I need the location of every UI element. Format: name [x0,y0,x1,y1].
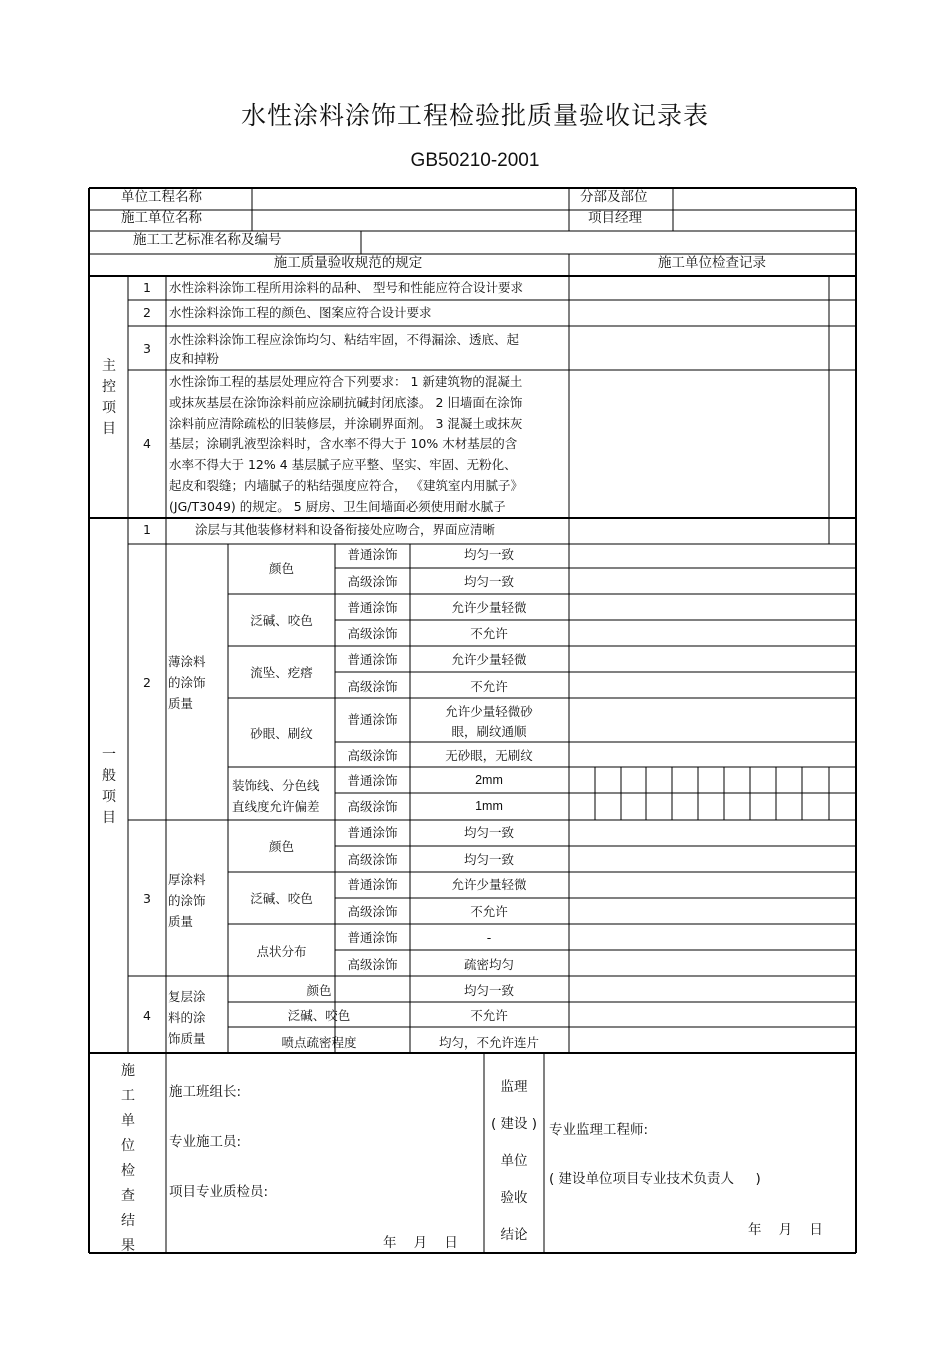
owner-label: ( 建设单位项目专业技术负责人 ) [549,1171,761,1187]
thick-advanced-label-2: 高级涂饰 [347,904,398,919]
label-division: 分部及部位 [580,189,648,205]
thin-sag-advanced: 不允许 [470,679,508,694]
thick-normal-label-3: 普通涂饰 [347,930,398,945]
general-label: 一 般 项 目 [102,747,116,826]
general-item-1-no: 1 [143,522,151,537]
main-control-label: 主 控 项 目 [102,358,116,437]
thick-no: 3 [143,891,151,906]
multi-spray: 喷点疏密程度 [281,1035,357,1050]
thin-alkali-normal: 允许少量轻微 [451,600,527,615]
thin-label: 薄涂料 的涂饰 质量 [168,654,206,711]
thin-line-normal: 2mm [475,773,503,787]
thin-normal-label-2: 普通涂饰 [347,600,398,615]
main-item-3-text: 水性涂料涂饰工程应涂饰均匀、粘结牢固，不得漏涂、透底、起 皮和掉粉 [169,332,520,366]
thin-no: 2 [143,675,151,690]
multi-alkali-value: 不允许 [470,1008,508,1023]
general-item-1-text: 涂层与其他装修材料和设备衔接处应吻合，界面应清晰 [195,522,496,537]
label-record: 施工单位检查记录 [658,255,766,271]
thin-sag-normal: 允许少量轻微 [451,652,527,667]
thin-advanced-label-3: 高级涂饰 [347,679,398,694]
thin-alkali: 泛碱、咬色 [250,613,313,628]
thick-alkali-advanced: 不允许 [470,904,508,919]
standard-code: GB50210-2001 [410,150,540,171]
main-item-4-text: 水性涂饰工程的基层处理应符合下列要求： 1 新建筑物的混凝土 或抹灰基层在涂饰涂料前应涂刷抗碱封闭底漆。 2 旧墙面在涂饰 涂料前应清除疏松的旧装修层，并涂刷界面剂。 3 混凝土或抹灰 基层；涂刷乳液型涂料时，含水率不得大于 10% 木材基层的含 水率不得大于 12% 4 基层腻子应平整、坚实、牢固、无粉化、 起皮和裂缝；内墙腻子的粘结强度应符合， 《建筑室内用腻子》 (JG/T3049) 的规定。 5 厨房、卫生间墙面必须使用耐水腻子 [169,374,523,514]
multi-label: 复层涂 料的涂 饰质量 [168,989,206,1046]
thick-label: 厚涂料 的涂饰 质量 [168,872,206,929]
thick-color: 颜色 [268,839,294,854]
thin-pinhole-advanced: 无砂眼，无刷纹 [445,748,533,763]
worker-label: 专业施工员: [169,1134,242,1150]
thin-alkali-advanced: 不允许 [470,626,508,641]
main-item-1-text: 水性涂料涂饰工程所用涂料的品种、 型号和性能应符合设计要求 [169,280,523,295]
main-item-2-text: 水性涂料涂饰工程的颜色、图案应符合设计要求 [169,305,432,320]
multi-no: 4 [143,1008,151,1023]
thick-dot: 点状分布 [256,944,307,959]
thin-normal-label-1: 普通涂饰 [347,547,398,562]
label-contractor: 施工单位名称 [121,210,202,226]
thin-normal-label-3: 普通涂饰 [347,652,398,667]
multi-spray-value: 均匀，不允许连片 [438,1035,539,1050]
thick-advanced-label-1: 高级涂饰 [347,852,398,867]
main-item-3-no: 3 [143,341,151,356]
thin-sag: 流坠、疙瘩 [250,665,313,680]
thick-normal-label-1: 普通涂饰 [347,825,398,840]
thin-line-deviation: 装饰线、分色线 直线度允许偏差 [232,778,320,814]
thick-dot-normal: - [486,930,492,945]
thin-color: 颜色 [268,561,294,576]
supervision-label: 监理 ( 建设 ) 单位 验收 结论 [490,1079,538,1243]
date-left: 年 月 日 [383,1235,458,1251]
thin-normal-label-4: 普通涂饰 [347,712,398,727]
label-standard: 施工工艺标准名称及编号 [133,232,282,248]
thin-pinhole-normal: 允许少量轻微砂 眼，刷纹通顺 [445,704,533,739]
thick-advanced-label-3: 高级涂饰 [347,957,398,972]
multi-alkali: 泛碱、咬色 [287,1008,351,1023]
thin-color-normal: 均匀一致 [463,547,514,562]
thick-color-advanced: 均匀一致 [463,852,514,867]
multi-color: 颜色 [306,983,332,998]
inspection-result-label: 施 工 单 位 检 查 结 果 [121,1063,135,1254]
thin-advanced-label-5: 高级涂饰 [347,799,398,814]
page-title: 水性涂料涂饰工程检验批质量验收记录表 [240,101,709,130]
thick-alkali: 泛碱、咬色 [250,891,313,906]
label-manager: 项目经理 [588,210,642,226]
inspector-label: 项目专业质检员: [169,1184,269,1200]
thick-dot-advanced: 疏密均匀 [463,957,514,972]
thin-advanced-label-4: 高级涂饰 [347,748,398,763]
thick-normal-label-2: 普通涂饰 [347,877,398,892]
thick-color-normal: 均匀一致 [463,825,514,840]
thick-alkali-normal: 允许少量轻微 [451,877,527,892]
thin-line-advanced: 1mm [475,799,503,813]
thin-pinhole: 砂眼、刷纹 [250,726,313,741]
date-right: 年 月 日 [748,1222,823,1238]
main-item-2-no: 2 [143,305,151,320]
engineer-label: 专业监理工程师: [549,1122,649,1138]
main-item-1-no: 1 [143,280,151,295]
multi-color-value: 均匀一致 [463,983,514,998]
thin-advanced-label-1: 高级涂饰 [347,574,398,589]
thin-advanced-label-2: 高级涂饰 [347,626,398,641]
label-spec: 施工质量验收规范的规定 [273,255,423,271]
team-leader-label: 施工班组长: [169,1084,242,1100]
main-item-4-no: 4 [143,436,151,451]
thin-normal-label-5: 普通涂饰 [347,773,398,788]
label-project-name: 单位工程名称 [121,189,202,205]
thin-color-advanced: 均匀一致 [463,574,514,589]
